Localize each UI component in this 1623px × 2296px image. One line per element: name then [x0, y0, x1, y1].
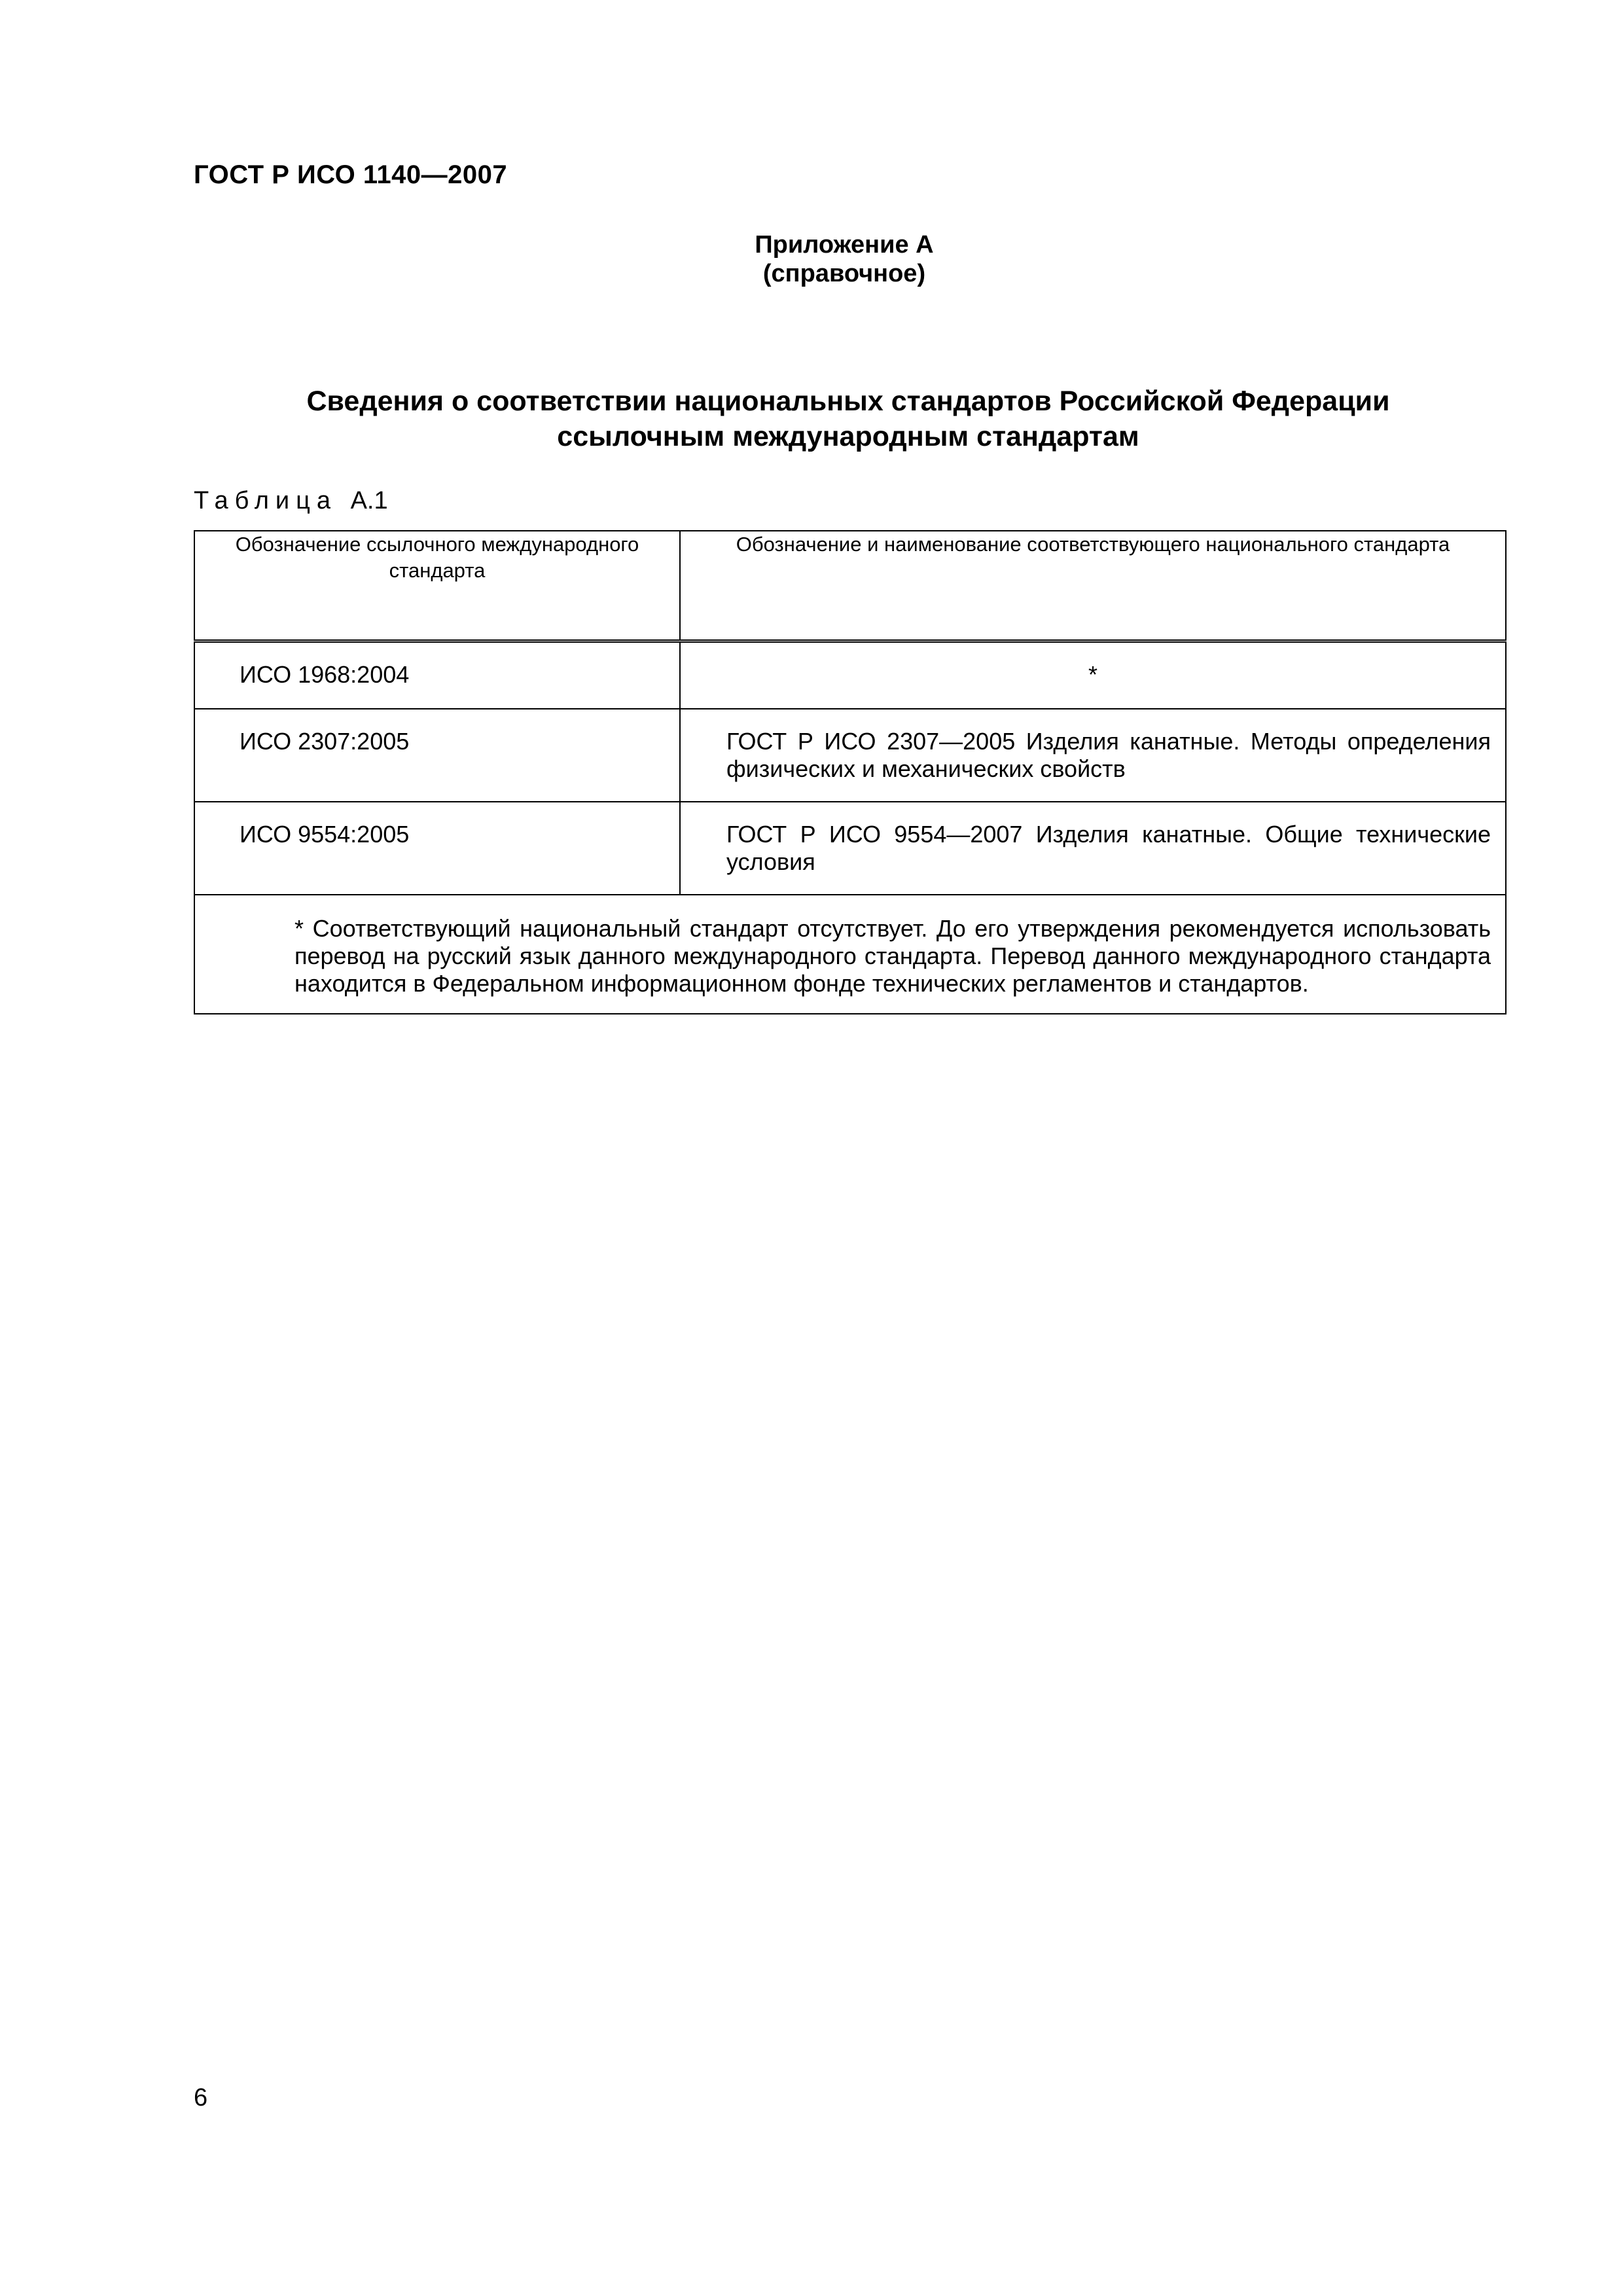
national-standard-text: ГОСТ Р ИСО 2307—2005 Изделия канатные. Методы определения физических и механических свойств [726, 728, 1491, 782]
appendix-heading [0, 230, 1623, 288]
standard-header: ГОСТ Р ИСО 1140—2007 [194, 160, 508, 189]
section-title-line2: ссылочным международным стандартам [557, 421, 1139, 452]
table-caption-prefix: Таблица [194, 487, 337, 514]
column-header-iso: Обозначение ссылочного международного стандарта [194, 531, 680, 641]
section-title-line1: Сведения о соответствии национальных стандартов Российской Федерации [306, 386, 1390, 417]
column-header-national: Обозначение и наименование соответствующего национального стандарта [680, 531, 1506, 641]
reference-standards-table [194, 530, 1507, 1014]
iso-designation-cell: ИСО 9554:2005 [194, 802, 680, 895]
appendix-subtitle: (справочное) [762, 260, 926, 287]
table-caption [194, 487, 388, 515]
table-row [194, 709, 1506, 802]
iso-designation-cell: ИСО 2307:2005 [194, 709, 680, 802]
national-standard-text: ГОСТ Р ИСО 9554—2007 Изделия канатные. Общие технические условия [726, 821, 1491, 875]
iso-designation-cell: ИСО 1968:2004 [194, 641, 680, 709]
table-row [194, 641, 1506, 709]
table-footnote-cell [194, 895, 1506, 1014]
table-row [194, 802, 1506, 895]
table-caption-number: А.1 [350, 487, 388, 514]
table-footnote-row [194, 895, 1506, 1014]
national-standard-cell [680, 709, 1506, 802]
appendix-title: Приложение А [755, 231, 934, 259]
national-standard-cell [680, 802, 1506, 895]
page-number: 6 [194, 2084, 208, 2111]
table-header-row [194, 531, 1506, 641]
section-title [194, 384, 1503, 454]
table-footnote: * Соответствующий национальный стандарт отсутствует. До его утверждения рекомендуется использовать перевод на русский язык данного международного стандарта. Перевод данного международного стандарта находится в Федеральном информационном фонде технических регламентов и стандартов. [294, 915, 1491, 997]
national-standard-cell: * [680, 641, 1506, 709]
